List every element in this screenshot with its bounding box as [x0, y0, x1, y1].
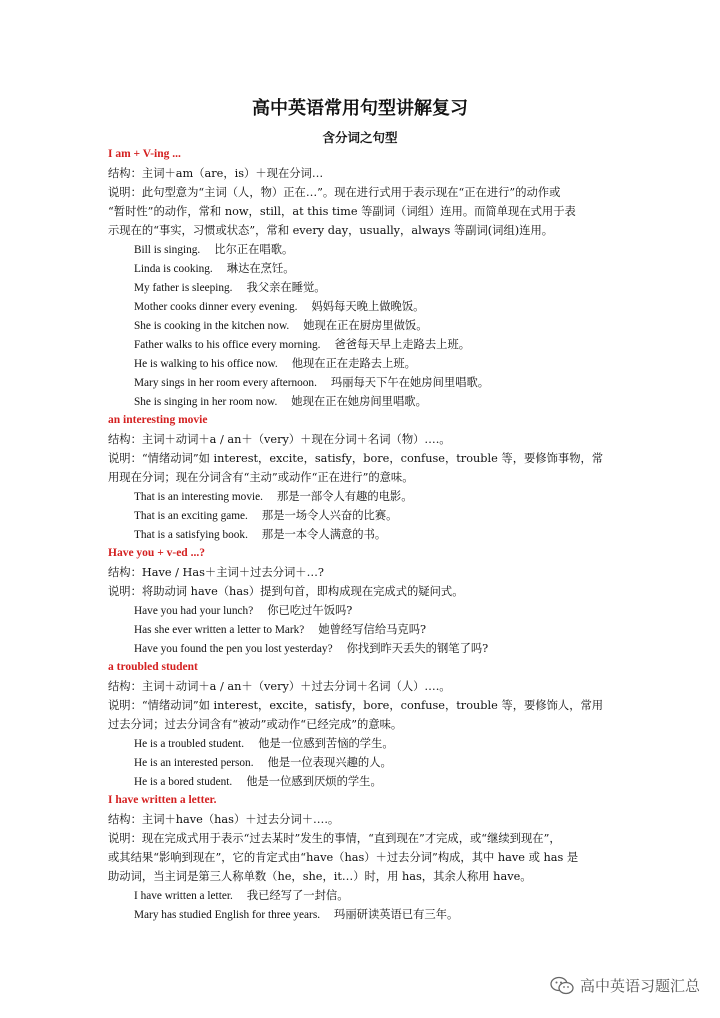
structure-line: 结构：主词＋am（are，is）＋现在分词…	[108, 167, 324, 180]
explanation-line: 助动词，当主词是第三人称单数（he，she，it…）时，用 has，其余人称用 have。	[108, 870, 532, 883]
section	[108, 791, 618, 924]
section-heading: I am + V-ing ...	[108, 148, 181, 160]
wechat-icon	[550, 976, 574, 996]
example-english: Has she ever written a letter to Mark?	[134, 624, 305, 636]
example-english: Mother cooks dinner every evening.	[134, 301, 298, 313]
example-sentence	[108, 373, 618, 392]
example-english: My father is sleeping.	[134, 282, 233, 294]
example-english: She is cooking in the kitchen now.	[134, 320, 290, 332]
explanation-line: 用现在分词；现在分词含有“主动”或动作“正在进行”的意味。	[108, 471, 414, 484]
example-english: I have written a letter.	[134, 890, 233, 902]
section	[108, 411, 618, 544]
example-chinese: 她现在正在她房间里唱歌。	[291, 395, 427, 408]
example-chinese: 他是一位感到苦恼的学生。	[258, 737, 394, 750]
example-english: Have you found the pen you lost yesterday?	[134, 643, 333, 655]
example-chinese: 他是一位表现兴趣的人。	[267, 756, 392, 769]
example-sentence	[108, 278, 618, 297]
section-heading: a troubled student	[108, 661, 198, 673]
example-chinese: 那是一部令人有趣的电影。	[276, 490, 413, 503]
example-chinese: 我父亲在睡觉。	[246, 281, 326, 294]
section	[108, 145, 618, 411]
example-chinese: 你找到昨天丢失的钢笔了吗?	[346, 642, 489, 655]
example-english: He is a troubled student.	[134, 738, 245, 750]
example-english: Bill is singing.	[134, 244, 201, 256]
example-english: Father walks to his office every morning.	[134, 339, 321, 351]
example-sentence	[108, 620, 618, 639]
watermark-text: 高中英语习题汇总	[579, 977, 700, 995]
example-chinese: 他现在正在走路去上班。	[291, 357, 416, 370]
example-sentence	[108, 487, 618, 506]
structure-line: 结构：主词＋have（has）＋过去分词＋….。	[108, 813, 340, 826]
example-english: She is singing in her room now.	[134, 396, 278, 408]
example-sentence	[108, 525, 618, 544]
explanation-line: 说明：此句型意为“主词（人，物）正在…”。现在进行式用于表示现在“正在进行”的动作或	[108, 186, 561, 199]
example-sentence	[108, 753, 618, 772]
example-chinese: 琳达在烹饪。	[226, 262, 295, 275]
example-chinese: 比尔正在唱歌。	[214, 243, 294, 256]
example-sentence	[108, 316, 618, 335]
example-chinese: 我已经写了一封信。	[246, 889, 349, 902]
example-sentence	[108, 240, 618, 259]
example-sentence	[108, 772, 618, 791]
example-sentence	[108, 506, 618, 525]
example-sentence	[108, 335, 618, 354]
watermark	[550, 975, 700, 996]
section-heading: an interesting movie	[108, 414, 208, 426]
example-english: Mary sings in her room every afternoon.	[134, 377, 317, 389]
example-chinese: 她现在正在厨房里做饭。	[303, 319, 428, 332]
page-title: 高中英语常用句型讲解复习	[252, 98, 468, 119]
explanation-line: 说明：“情绪动词”如 interest，excite，satisfy，bore，confuse，trouble 等，要修饰人，常用	[108, 699, 604, 712]
example-chinese: 那是一本令人满意的书。	[261, 528, 387, 541]
explanation-line: 或其结果“影响到现在”，它的肯定式由“have（has）＋过去分词”构成，其中 have 或 has 是	[108, 851, 579, 864]
example-english: Linda is cooking.	[134, 263, 213, 275]
example-english: He is walking to his office now.	[134, 358, 278, 370]
example-english: That is a satisfying book.	[134, 529, 248, 541]
explanation-line: “暂时性”的动作，常和 now，still，at this time 等副词（词组）连用。而简单现在式用于表	[108, 205, 576, 218]
example-sentence	[108, 354, 618, 373]
section-heading: I have written a letter.	[108, 794, 217, 806]
example-english: That is an interesting movie.	[134, 491, 263, 503]
example-sentence	[108, 259, 618, 278]
section	[108, 658, 618, 791]
example-sentence	[108, 392, 618, 411]
structure-line: 结构：主词＋动词＋a / an＋（very）＋过去分词＋名词（人）….。	[108, 680, 451, 693]
explanation-line: 说明：将助动词 have（has）提到句首，即构成现在完成式的疑问式。	[108, 585, 464, 598]
example-english: Have you had your lunch?	[134, 605, 254, 617]
example-english: He is an interested person.	[134, 757, 254, 769]
example-english: Mary has studied English for three years.	[134, 909, 321, 921]
explanation-line: 说明：现在完成式用于表示“过去某时”发生的事情，“直到现在”才完成，或“继续到现在”，	[108, 832, 561, 845]
section-heading: Have you + v-ed ...?	[108, 547, 205, 559]
example-english: He is a bored student.	[134, 776, 233, 788]
example-sentence	[108, 297, 618, 316]
example-chinese: 那是一场令人兴奋的比赛。	[261, 509, 398, 522]
example-sentence	[108, 639, 618, 658]
explanation-line: 说明：“情绪动词”如 interest，excite，satisfy，bore，confuse，trouble 等，要修饰事物，常	[108, 452, 604, 465]
section	[108, 544, 618, 658]
example-sentence	[108, 905, 618, 924]
example-sentence	[108, 734, 618, 753]
example-chinese: 玛丽研读英语已有三年。	[334, 908, 459, 921]
example-chinese: 玛丽每天下午在她房间里唱歌。	[330, 376, 490, 389]
structure-line: 结构：Have / Has＋主词＋过去分词＋…?	[108, 566, 324, 579]
example-english: That is an exciting game.	[134, 510, 248, 522]
example-chinese: 他是一位感到厌烦的学生。	[246, 775, 382, 788]
example-sentence	[108, 886, 618, 905]
document-content	[108, 145, 618, 924]
structure-line: 结构：主词＋动词＋a / an＋（very）＋现在分词＋名词（物）….。	[108, 433, 451, 446]
example-chinese: 爸爸每天早上走路去上班。	[334, 338, 471, 351]
example-sentence	[108, 601, 618, 620]
example-chinese: 妈妈每天晚上做晚饭。	[311, 300, 425, 313]
explanation-line: 示现在的“事实，习惯或状态”，常和 every day，usually，always 等副词(词组)连用。	[108, 224, 554, 237]
page-subtitle: 含分词之句型	[322, 130, 398, 145]
example-chinese: 你已吃过午饭吗?	[267, 604, 353, 617]
example-chinese: 她曾经写信给马克吗?	[318, 623, 427, 636]
explanation-line: 过去分词；过去分词含有“被动”或动作“已经完成”的意味。	[108, 718, 403, 731]
